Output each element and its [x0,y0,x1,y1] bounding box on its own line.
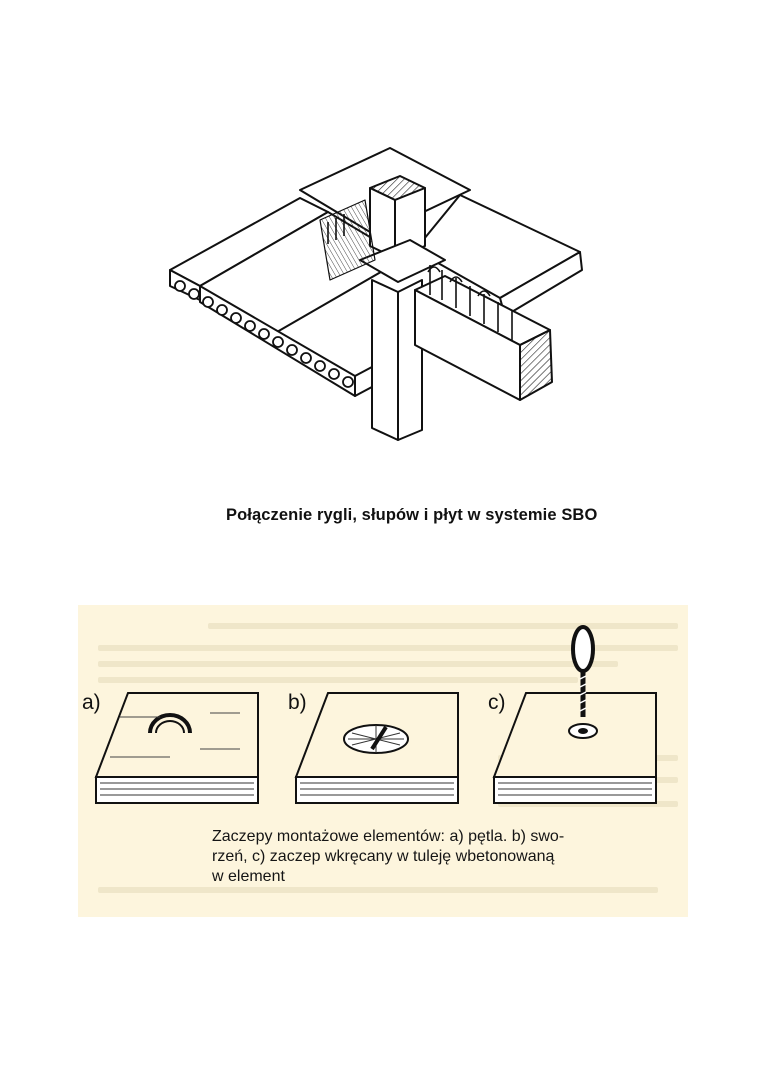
caption-line: rzeń, c) zaczep wkręcany w tuleję wbetonowaną [212,848,555,865]
figure-caption-anchors [212,827,658,887]
figure-caption-sbo-system: Połączenie rygli, słupów i płyt w systemie SBO [226,506,598,524]
caption-line: w element [212,868,285,885]
screw-eye-anchor-icon [488,605,660,805]
ghost-text-line [98,887,658,893]
structural-connection-drawing [160,140,590,460]
caption-line: Zaczepy montażowe elementów: a) pętla. b) swo- [212,828,565,845]
loop-anchor-icon [90,687,262,805]
panel-label-b: b) [288,691,307,714]
scanned-figure-anchors [78,605,688,917]
panel-label-c: c) [488,691,506,714]
panel-label-a: a) [82,691,101,714]
bolt-anchor-icon [290,687,462,805]
